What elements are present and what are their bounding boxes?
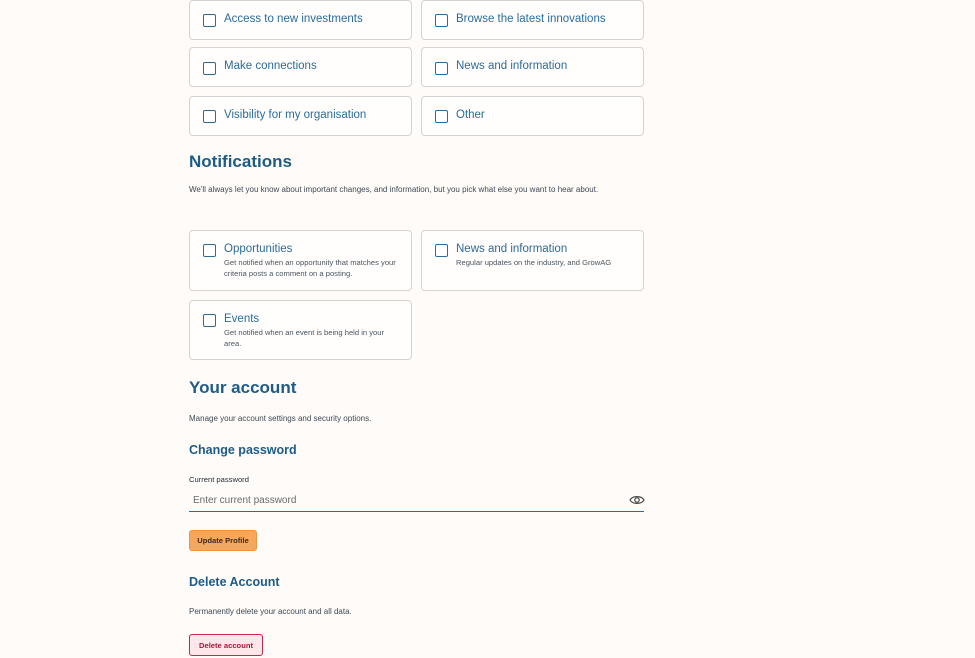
option-label: News and information (456, 60, 568, 72)
update-profile-button[interactable]: Update Profile (189, 530, 257, 551)
checkbox[interactable] (203, 62, 216, 75)
option-label: Browse the latest innovations (456, 13, 606, 25)
notification-option-opportunities[interactable] (189, 230, 412, 291)
option-label: Opportunities (224, 243, 293, 255)
interest-option-access-investments[interactable] (189, 0, 412, 40)
checkbox[interactable] (203, 110, 216, 123)
account-description: Manage your account settings and security options. (189, 414, 372, 423)
option-label: Other (456, 109, 485, 121)
interest-option-other[interactable] (421, 96, 644, 136)
interest-option-news-information[interactable] (421, 47, 644, 87)
notification-option-news[interactable] (421, 230, 644, 291)
option-label: Events (224, 313, 260, 325)
option-label: Make connections (224, 60, 317, 72)
checkbox[interactable] (203, 244, 216, 257)
option-label: News and information (456, 243, 568, 255)
checkbox[interactable] (435, 14, 448, 27)
delete-account-description: Permanently delete your account and all data. (189, 607, 352, 616)
delete-account-heading: Delete Account (189, 575, 280, 589)
eye-icon[interactable] (629, 494, 645, 506)
option-label: Visibility for my organisation (224, 109, 367, 121)
checkbox[interactable] (435, 244, 448, 257)
notification-option-events[interactable] (189, 300, 412, 360)
option-description: Get notified when an opportunity that matches your criteria posts a comment on a posting. (224, 258, 396, 278)
notifications-description: We'll always let you know about important changes, and information, but you pick what else you want to hear about. (189, 185, 599, 194)
interest-option-visibility[interactable] (189, 96, 412, 136)
checkbox[interactable] (435, 62, 448, 75)
delete-account-button[interactable]: Delete account (189, 634, 263, 656)
option-label: Access to new investments (224, 13, 363, 25)
current-password-input[interactable] (189, 490, 644, 512)
account-heading: Your account (189, 378, 297, 397)
checkbox[interactable] (203, 314, 216, 327)
interest-option-browse-innovations[interactable] (421, 0, 644, 40)
checkbox[interactable] (435, 110, 448, 123)
current-password-label: Current password (189, 475, 249, 484)
interest-option-make-connections[interactable] (189, 47, 412, 87)
notifications-heading: Notifications (189, 152, 292, 171)
change-password-heading: Change password (189, 443, 297, 457)
checkbox[interactable] (203, 14, 216, 27)
option-description: Regular updates on the industry, and GrowAG (456, 258, 612, 267)
option-description: Get notified when an event is being held in your area. (224, 328, 384, 348)
